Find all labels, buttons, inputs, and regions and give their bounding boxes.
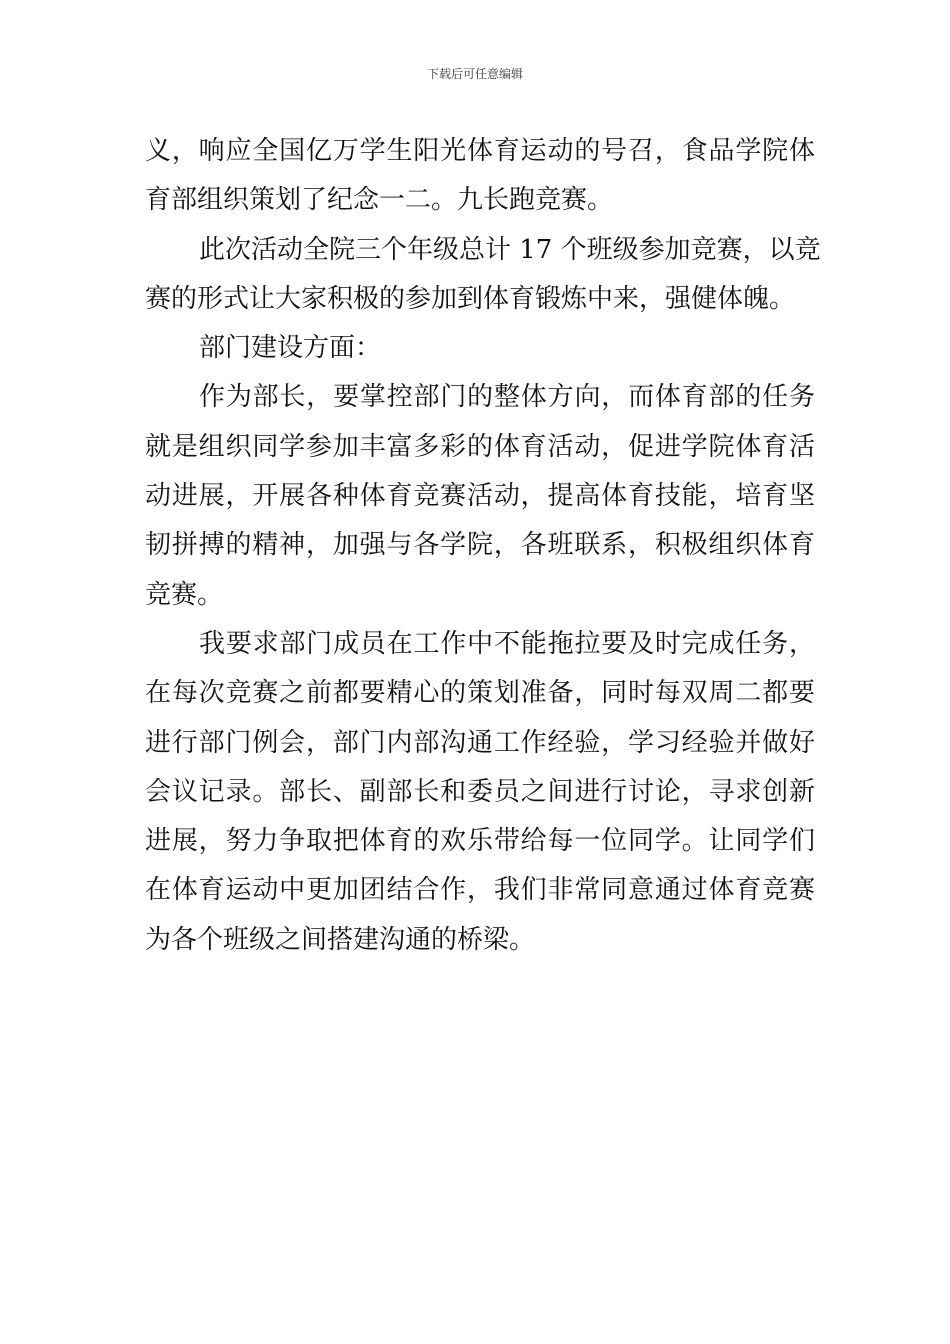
text-line: 进行部门例会，部门内部沟通工作经验，学习经验并做好 bbox=[145, 727, 815, 758]
text-line: 此次活动全院三个年级总计 17 个班级参加竞赛，以竞 bbox=[199, 234, 821, 265]
text-line: 会议记录。部长、副部长和委员之间进行讨论，寻求创新 bbox=[145, 776, 815, 807]
header-note: 下载后可任意编辑 bbox=[426, 67, 523, 81]
text-line: 赛的形式让大家积极的参加到体育锻炼中来，强健体魄。 bbox=[145, 283, 796, 314]
text-line: 我要求部门成员在工作中不能拖拉要及时完成任务， bbox=[199, 628, 815, 659]
section-heading: 部门建设方面： bbox=[199, 333, 382, 364]
text-line: 韧拼搏的精神，加强与各学院，各班联系，积极组织体育 bbox=[145, 530, 815, 561]
text-line: 进展，努力争取把体育的欢乐带给每一位同学。让同学们 bbox=[145, 826, 815, 857]
text-line: 为各个班级之间搭建沟通的桥梁。 bbox=[145, 924, 536, 955]
text-line: 育部组织策划了纪念一二。九长跑竞赛。 bbox=[145, 185, 614, 216]
text-line: 在每次竞赛之前都要精心的策划准备，同时每双周二都要 bbox=[145, 678, 815, 709]
text-line: 在体育运动中更加团结合作，我们非常同意通过体育竞赛 bbox=[145, 875, 815, 906]
text-line: 义，响应全国亿万学生阳光体育运动的号召，食品学院体 bbox=[145, 136, 815, 166]
text-line: 竞赛。 bbox=[145, 579, 224, 610]
document-body bbox=[145, 127, 821, 965]
text-line: 作为部长，要掌控部门的整体方向，而体育部的任务 bbox=[199, 382, 815, 413]
text-line: 就是组织同学参加丰富多彩的体育活动，促进学院体育活 bbox=[145, 431, 815, 462]
text-line: 动进展，开展各种体育竞赛活动，提高体育技能，培育坚 bbox=[145, 481, 815, 512]
